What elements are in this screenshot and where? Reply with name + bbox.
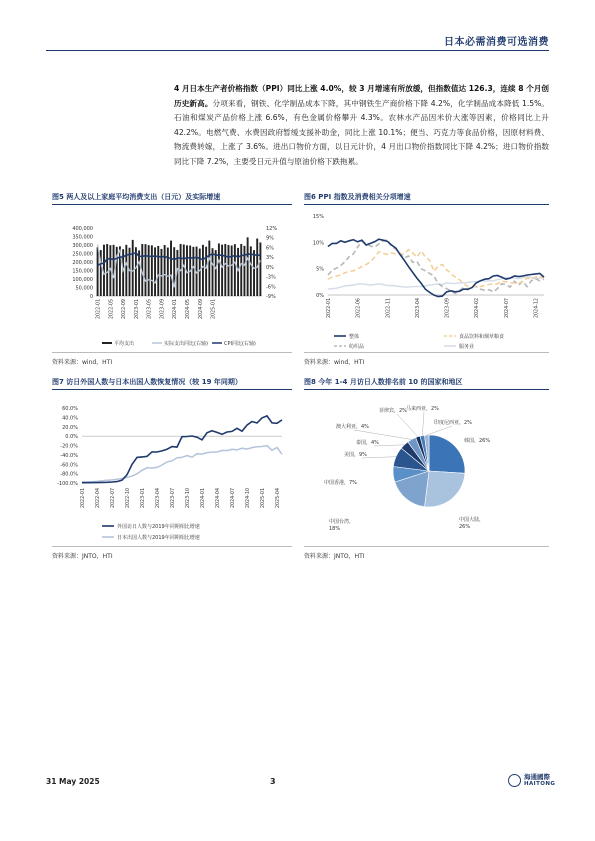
fig5-left-tick: 250,000: [72, 251, 93, 258]
fig5-right-tick: 12%: [266, 226, 278, 232]
fig7-x-tick: 2024-10: [246, 488, 251, 509]
fig6-source: 资料来源：wind，HTI: [304, 359, 365, 366]
fig7-x-tick: 2025-04: [276, 488, 281, 509]
fig8-slice-label: 中国台湾， 18%: [329, 519, 355, 532]
fig5-bar: [132, 240, 134, 296]
fig7-x-tick: 2025-01: [261, 488, 266, 509]
body-paragraph: [174, 82, 549, 170]
fig7-y-tick: 20.0%: [62, 424, 78, 431]
fig5-bar: [148, 245, 150, 296]
fig7-foreign-line: [82, 416, 282, 483]
fig8-title: 图8 今年 1-4 月访日人数排名前 10 的国家和地区: [304, 377, 549, 390]
fig7-x-tick: 2024-04: [216, 488, 221, 509]
fig6-y-tick: 0%: [316, 293, 324, 299]
fig5-bar: [212, 248, 214, 296]
fig7-x-tick: 2022-07: [111, 488, 116, 509]
haitong-logo-icon: [508, 774, 521, 787]
fig5-right-tick: -3%: [266, 274, 276, 281]
fig5-right-tick: -6%: [266, 284, 276, 291]
fig8-slice-label: 中国香港，7%: [324, 480, 357, 486]
fig5-left-tick: 300,000: [72, 243, 93, 249]
fig5-bar: [106, 244, 108, 296]
haitong-logo: [508, 772, 556, 790]
fig8-slice-label: 韩国，26%: [464, 438, 491, 444]
fig7-japanese-line: [82, 446, 282, 482]
fig5-bar: [145, 244, 147, 296]
fig7-y-tick: -100.0%: [57, 481, 78, 487]
fig8-slice-label: 马来西亚，2%: [406, 406, 439, 412]
fig6-title: 图6 PPI 指数及消费相关分项增速: [304, 192, 549, 205]
fig5-right-tick: 0%: [266, 264, 274, 271]
fig8-slice: [425, 471, 465, 507]
fig5-chart: [52, 210, 297, 350]
fig5-bar: [154, 247, 156, 296]
fig8-slice-label: 泰国，4%: [356, 440, 379, 446]
fig7-y-tick: 60.0%: [62, 406, 78, 412]
fig6-y-tick: 10%: [312, 240, 324, 247]
fig5-x-tick: 2024-05: [185, 299, 191, 320]
fig8-slice-label: 中国大陆， 26%: [459, 517, 485, 530]
fig5-left-tick: 200,000: [72, 260, 93, 266]
fig5-bar: [192, 247, 194, 296]
fig6-x-tick: 2022-11: [386, 298, 392, 319]
fig5-left-tick: 100,000: [72, 277, 93, 283]
fig5-bar: [215, 250, 217, 296]
fig6-x-tick: 2023-04: [415, 298, 421, 319]
fig7-x-tick: 2023-10: [186, 488, 191, 509]
fig5-real-line: [98, 245, 261, 288]
fig5-left-tick: 400,000: [72, 226, 93, 232]
fig8-rule: [304, 546, 549, 547]
fig8-slice-label: 印度尼西亚，2%: [434, 420, 472, 426]
fig7-y-tick: -20.0%: [60, 443, 78, 450]
fig6-x-tick: 2024-02: [475, 298, 481, 319]
fig5-x-tick: 2025-01: [211, 299, 217, 320]
fig5-bar: [170, 241, 172, 296]
fig7-x-tick: 2022-10: [126, 488, 131, 509]
fig5-bar: [247, 237, 249, 296]
fig5-bar: [240, 244, 242, 296]
fig6-legend-label: 纺织品: [349, 344, 365, 350]
fig5-bar: [205, 247, 207, 296]
fig7-rule: [52, 546, 292, 547]
fig5-bar: [97, 247, 99, 296]
fig5-right-tick: 9%: [266, 235, 274, 242]
fig7-x-tick: 2023-04: [156, 488, 161, 509]
fig5-source: 资料来源：wind，HTI: [52, 359, 113, 366]
fig7-y-tick: -80.0%: [60, 471, 78, 478]
fig8-leader-line: [397, 414, 418, 437]
fig7-x-tick: 2024-07: [231, 488, 236, 509]
fig5-bar: [221, 245, 223, 296]
fig5-bar: [228, 245, 230, 296]
fig6-x-tick: 2022-01: [327, 298, 332, 319]
fig5-bar: [138, 250, 140, 296]
fig5-left-tick: 150,000: [72, 268, 93, 275]
logo-cn-text: 海通國際: [524, 773, 550, 781]
fig7-x-tick: 2023-07: [171, 488, 176, 509]
fig8-slice: [429, 435, 465, 473]
footer-date: 31 May 2025: [46, 777, 100, 786]
fig5-bar: [224, 244, 226, 296]
fig7-y-tick: -60.0%: [60, 462, 78, 469]
fig7-x-tick: 2024-01: [201, 488, 206, 509]
fig7-x-tick: 2023-01: [141, 488, 146, 509]
fig7-y-tick: 0.0%: [65, 434, 78, 441]
fig5-bar: [160, 249, 162, 296]
fig7-source: 资料来源：JNTO，HTI: [52, 553, 113, 560]
fig5-bar: [164, 245, 166, 296]
fig5-rule: [52, 352, 292, 353]
fig7-legend-label: 外国访日人数与2019年同期相比增速: [117, 524, 200, 530]
fig8-leader-line: [354, 430, 412, 440]
fig5-bar: [259, 242, 261, 296]
fig5-x-tick: 2022-09: [122, 299, 128, 320]
fig8-slice-label: 澳大利亚，4%: [336, 424, 369, 430]
fig5-bar: [202, 245, 204, 296]
fig8-source: 资料来源：JNTO，HTI: [304, 553, 365, 560]
fig5-legend-label: 平均支出: [114, 341, 135, 347]
fig5-bar: [231, 246, 233, 296]
fig7-legend-label: 日本出国人数与2019年同期相比增速: [117, 535, 200, 541]
fig5-bar: [234, 244, 236, 296]
fig7-x-tick: 2022-01: [81, 488, 86, 509]
fig5-right-tick: -9%: [266, 294, 276, 300]
fig7-chart: [52, 396, 297, 546]
fig5-bar: [243, 246, 245, 296]
fig7-y-tick: -40.0%: [60, 452, 78, 459]
fig5-left-tick: 350,000: [72, 234, 93, 241]
fig8-leader-line: [362, 457, 396, 458]
fig5-bar: [157, 246, 159, 296]
fig5-bar: [167, 248, 169, 296]
fig6-y-tick: 5%: [316, 266, 324, 273]
header-rule: [46, 50, 549, 51]
fig5-bar: [151, 245, 153, 296]
fig7-x-tick: 2022-04: [96, 488, 101, 509]
fig5-bar: [173, 247, 175, 296]
fig5-bar: [218, 243, 220, 296]
fig5-x-tick: 2024-01: [173, 299, 179, 320]
fig5-x-tick: 2023-05: [147, 299, 153, 320]
fig8-slice-label: 菲律宾，2%: [379, 408, 407, 414]
fig5-legend-label: 实际支出同比(右轴): [164, 341, 208, 347]
fig8-slice-label: 美国，9%: [344, 452, 367, 458]
paragraph-body: 分项来看，钢铁、化学制品成本下降，其中钢铁生产商价格下降 4.2%，化学制品成本降低 1.5%。石油和煤炭产品价格上涨 6.6%，有色金属价格攀升 4.3%。农林水产品因米价大涨等因素，价格同比上升 42.2%。电燃气费、水费因政府暂缓支援补助金，同比上涨 10.1%；便当、巧克力等食品价格，因原材料费、物流费转嫁，上涨了 3.6%。进出口物价方面，以日元计价，4 月出口物价指数同比下降 4.2%；进口物价指数同比下降 7.2%，主要受日元升值与原油价格下跌拖累。: [174, 98, 549, 166]
fig5-bar: [125, 245, 127, 296]
fig8-leader-line: [427, 426, 452, 435]
fig8-leader-line: [422, 412, 424, 436]
fig6-legend-label: 食品饮料和烟草粮食: [459, 334, 505, 340]
page-number: 3: [270, 777, 276, 786]
fig6-legend-label: 服务业: [459, 344, 475, 350]
fig5-x-tick: 2024-09: [198, 299, 204, 320]
fig6-x-tick: 2022-06: [356, 298, 362, 319]
fig8-chart: [304, 396, 549, 546]
fig5-left-tick: 50,000: [75, 285, 93, 292]
fig5-legend-label: CPI同比(右轴): [224, 341, 256, 347]
fig5-bar: [253, 250, 255, 296]
fig5-x-tick: 2023-09: [160, 299, 166, 320]
fig7-y-tick: 40.0%: [62, 415, 78, 422]
fig6-x-tick: 2024-07: [504, 298, 510, 319]
fig7-title: 图7 访日外国人数与日本出国人数恢复情况（较 19 年同期）: [52, 377, 292, 390]
fig5-bar: [199, 249, 201, 296]
fig5-bar: [183, 244, 185, 296]
fig5-x-tick: 2022-05: [109, 299, 115, 320]
paragraph-lead: 4 月日本生产者价格指数（PPI）同比上涨 4.0%，较 3 月增速有所放缓，但指数值达 126.3，连续 8 个月创历史新高。: [174, 84, 549, 108]
logo-en-text: HAITONG: [524, 781, 556, 787]
fig6-x-tick: 2024-12: [534, 298, 540, 319]
fig5-bar: [208, 241, 210, 296]
fig5-left-tick: 0: [89, 294, 93, 300]
fig5-x-tick: 2023-01: [134, 299, 140, 320]
fig5-x-tick: 2022-01: [96, 299, 102, 320]
fig5-title: 图5 两人及以上家庭平均消费支出（日元）及实际增速: [52, 192, 292, 205]
fig6-rule: [304, 352, 549, 353]
fig6-x-tick: 2023-09: [445, 298, 451, 319]
fig5-right-tick: 3%: [266, 255, 274, 262]
fig6-chart: [304, 208, 549, 352]
fig5-right-tick: 6%: [266, 245, 274, 252]
report-header-title: 日本必需消费可选消费: [444, 37, 549, 48]
fig6-y-tick: 15%: [312, 214, 324, 220]
fig6-legend-label: 整体: [349, 334, 360, 340]
